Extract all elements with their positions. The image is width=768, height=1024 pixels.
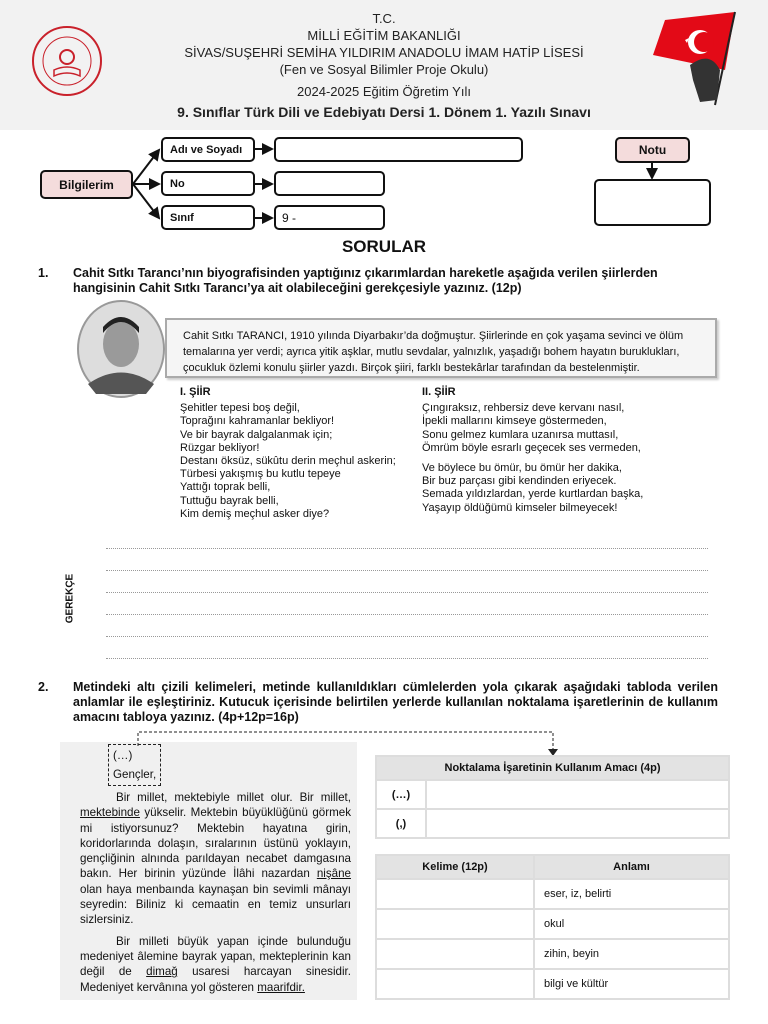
poem-line: Toprağını kahramanlar bekliyor!: [180, 415, 335, 428]
text: olan haya menbaında kaynaşan bin sevimli mânayı seyredin: Biliniz ki cemaatin en temiz unsurları sizlersiniz.: [80, 882, 351, 927]
text: Bir millet, mektebiyle millet olur. Bir millet,: [116, 791, 351, 804]
poem-line: Bir buz parçası gibi kendinden eriyecek.: [422, 475, 617, 488]
poem-line: Yattığı toprak belli,: [180, 481, 271, 494]
passage-paragraph: [80, 934, 351, 995]
poem-line: Ömrüm böyle esrarlı geçecek ses vermeden,: [422, 441, 641, 454]
exam-title: 9. Sınıflar Türk Dili ve Edebiyatı Dersi 1. Dönem 1. Yazılı Sınavı: [177, 104, 591, 120]
header: [0, 0, 768, 130]
answer-line[interactable]: [106, 592, 708, 593]
meaning-cell: bilgi ve kültür: [534, 969, 729, 999]
header-line: 2024-2025 Eğitim Öğretim Yılı: [297, 84, 471, 99]
poem-line: Ve bir bayrak dalgalanmak için;: [180, 428, 333, 441]
poem-title: II. ŞİİR: [422, 386, 456, 398]
bio-box: Cahit Sıtkı TARANCI, 1910 yılında Diyarbakır’da doğmuştur. Şiirlerinde en çok yaşama sevinci ve ölüm temalarına yer verdi; ayrıca yitik aşklar, mutlu sevdalar, yalnızlık, yaşadığı bohem hayatın buruklukları, çocukluk özlemi konulu şiirler yazdı. Birçok şiiri, farklı bestekârlar tarafından da bestelenmiştir.: [165, 318, 717, 378]
answer-line[interactable]: [106, 548, 708, 549]
answer-line[interactable]: [106, 636, 708, 637]
section-title: SORULAR: [341, 237, 427, 256]
header-line: MİLLİ EĞİTİM BAKANLIĞI: [307, 28, 461, 43]
poem-line: Türbesi yakışmış bu kutlu tepeye: [180, 468, 341, 481]
word-table: [375, 854, 730, 1000]
text: Bir milleti büyük yapan içinde bulunduğu medeniyet âlemine bayrak yapan, mekteplerinin kan değil de: [80, 934, 351, 979]
table-header: Anlamı: [534, 855, 729, 879]
poem-line: İpekli mallarını kimseye göstermeden,: [422, 415, 607, 428]
poem-line: Sonu gelmez kumlara uzanırsa muttasıl,: [422, 428, 619, 441]
poem-line: Çıngıraksız, rehbersiz deve kervanı nasıl,: [422, 402, 625, 415]
name-label: Adı ve Soyadı: [161, 137, 255, 162]
ellipsis-text: (…): [113, 749, 133, 762]
class-field[interactable]: 9 -: [274, 205, 385, 230]
dashed-connector-arrow: [130, 728, 560, 758]
header-line: T.C.: [372, 11, 396, 26]
author-photo: [76, 299, 166, 399]
question-number: 1.: [38, 266, 49, 280]
poem-line: Semada yıldızlardan, yerde kurtlardan başka,: [422, 488, 644, 501]
word-answer-cell[interactable]: [376, 939, 534, 969]
word-answer-cell[interactable]: [376, 909, 534, 939]
table-header: Noktalama İşaretinin Kullanım Amacı (4p): [376, 756, 729, 780]
poem-line: Yaşayıp öldüğümü kimseler bilmeyecek!: [422, 501, 618, 514]
answer-line[interactable]: [106, 614, 708, 615]
word-answer-cell[interactable]: [376, 879, 534, 909]
word-answer-cell[interactable]: [376, 969, 534, 999]
underlined-word: maarifdir.: [257, 980, 305, 994]
underlined-word: mektebinde: [80, 806, 140, 820]
meaning-cell: zihin, beyin: [534, 939, 729, 969]
grade-field[interactable]: [594, 179, 711, 226]
punctuation-table: [375, 755, 730, 839]
poem-line: Destanı öksüz, sükûtu derin meçhul askerin;: [180, 455, 396, 468]
greeting-text: Gençler,: [113, 768, 157, 781]
class-label: Sınıf: [161, 205, 255, 230]
poem-2: [422, 386, 643, 515]
underlined-word: nişâne: [316, 867, 351, 881]
poem-line: Kim demiş meçhul asker diye?: [180, 507, 330, 520]
table-header: Kelime (12p): [376, 855, 534, 879]
punct-answer-cell[interactable]: [426, 780, 729, 809]
text: usaresi harcayan sinesidir. Medeniyet kervânına yol gösteren: [80, 965, 351, 994]
header-line: SİVAS/SUŞEHRİ SEMİHA YILDIRIM ANADOLU İMAM HATİP LİSESİ: [184, 45, 584, 60]
punct-mark: (…): [376, 780, 426, 809]
text: yükselir. Mektebin büyüklüğünü görmek mi istiyorsunuz? Mektebin hayatına girin, koridorlarında dolaşın, sıralarının üstünü yoklayın, gençliğinin alnında parıldayan necabet damgasına bakın. Her birinin yüzünde İlâhi nazardan: [80, 806, 351, 881]
meaning-cell: eser, iz, belirti: [534, 879, 729, 909]
answer-line[interactable]: [106, 658, 708, 659]
poem-line: Tuttuğu bayrak belli,: [180, 494, 279, 507]
poem-line: Rüzgar bekliyor!: [180, 441, 260, 454]
punct-mark: (,): [376, 809, 426, 838]
question-text: Metindeki altı çizili kelimeleri, metinde kullanıldıkları cümlelerden yola çıkarak aşağıdaki tabloda verilen anlamlar ile eşleştiriniz. Kutucuk içerisinde belirtilen yerlerde kullanılan noktalama işaretlerinin de kullanım amacını tabloya yazınız. (4p+12p=16p): [73, 680, 718, 724]
grade-label: Notu: [615, 137, 690, 163]
passage-box: [60, 742, 357, 1000]
poem-line: Şehitler tepesi boş değil,: [180, 402, 300, 415]
header-line: (Fen ve Sosyal Bilimler Proje Okulu): [279, 62, 489, 77]
poem-1: [180, 386, 396, 521]
name-field[interactable]: [274, 137, 523, 162]
poem-title: I. ŞİİR: [180, 386, 211, 398]
answer-line[interactable]: [106, 570, 708, 571]
question-number: 2.: [38, 680, 49, 694]
punct-answer-cell[interactable]: [426, 809, 729, 838]
underlined-word: dimağ: [146, 965, 178, 979]
no-field[interactable]: [274, 171, 385, 196]
poem-line: Ve böylece bu ömür, bu ömür her dakika,: [422, 462, 622, 475]
answer-label: GEREKÇE: [64, 573, 76, 624]
meaning-cell: okul: [534, 909, 729, 939]
no-label: No: [161, 171, 255, 196]
question-text: Cahit Sıtkı Tarancı’nın biyografisinden yaptığınız çıkarımlardan hareketle aşağıda verilen şiirlerden hangisinin Cahit Sıtkı Tarancı’ya ait olabileceğini gerekçesiyle yazınız. (12p): [73, 266, 658, 295]
info-root-label: Bilgilerim: [40, 170, 133, 199]
passage-paragraph: [80, 790, 351, 928]
